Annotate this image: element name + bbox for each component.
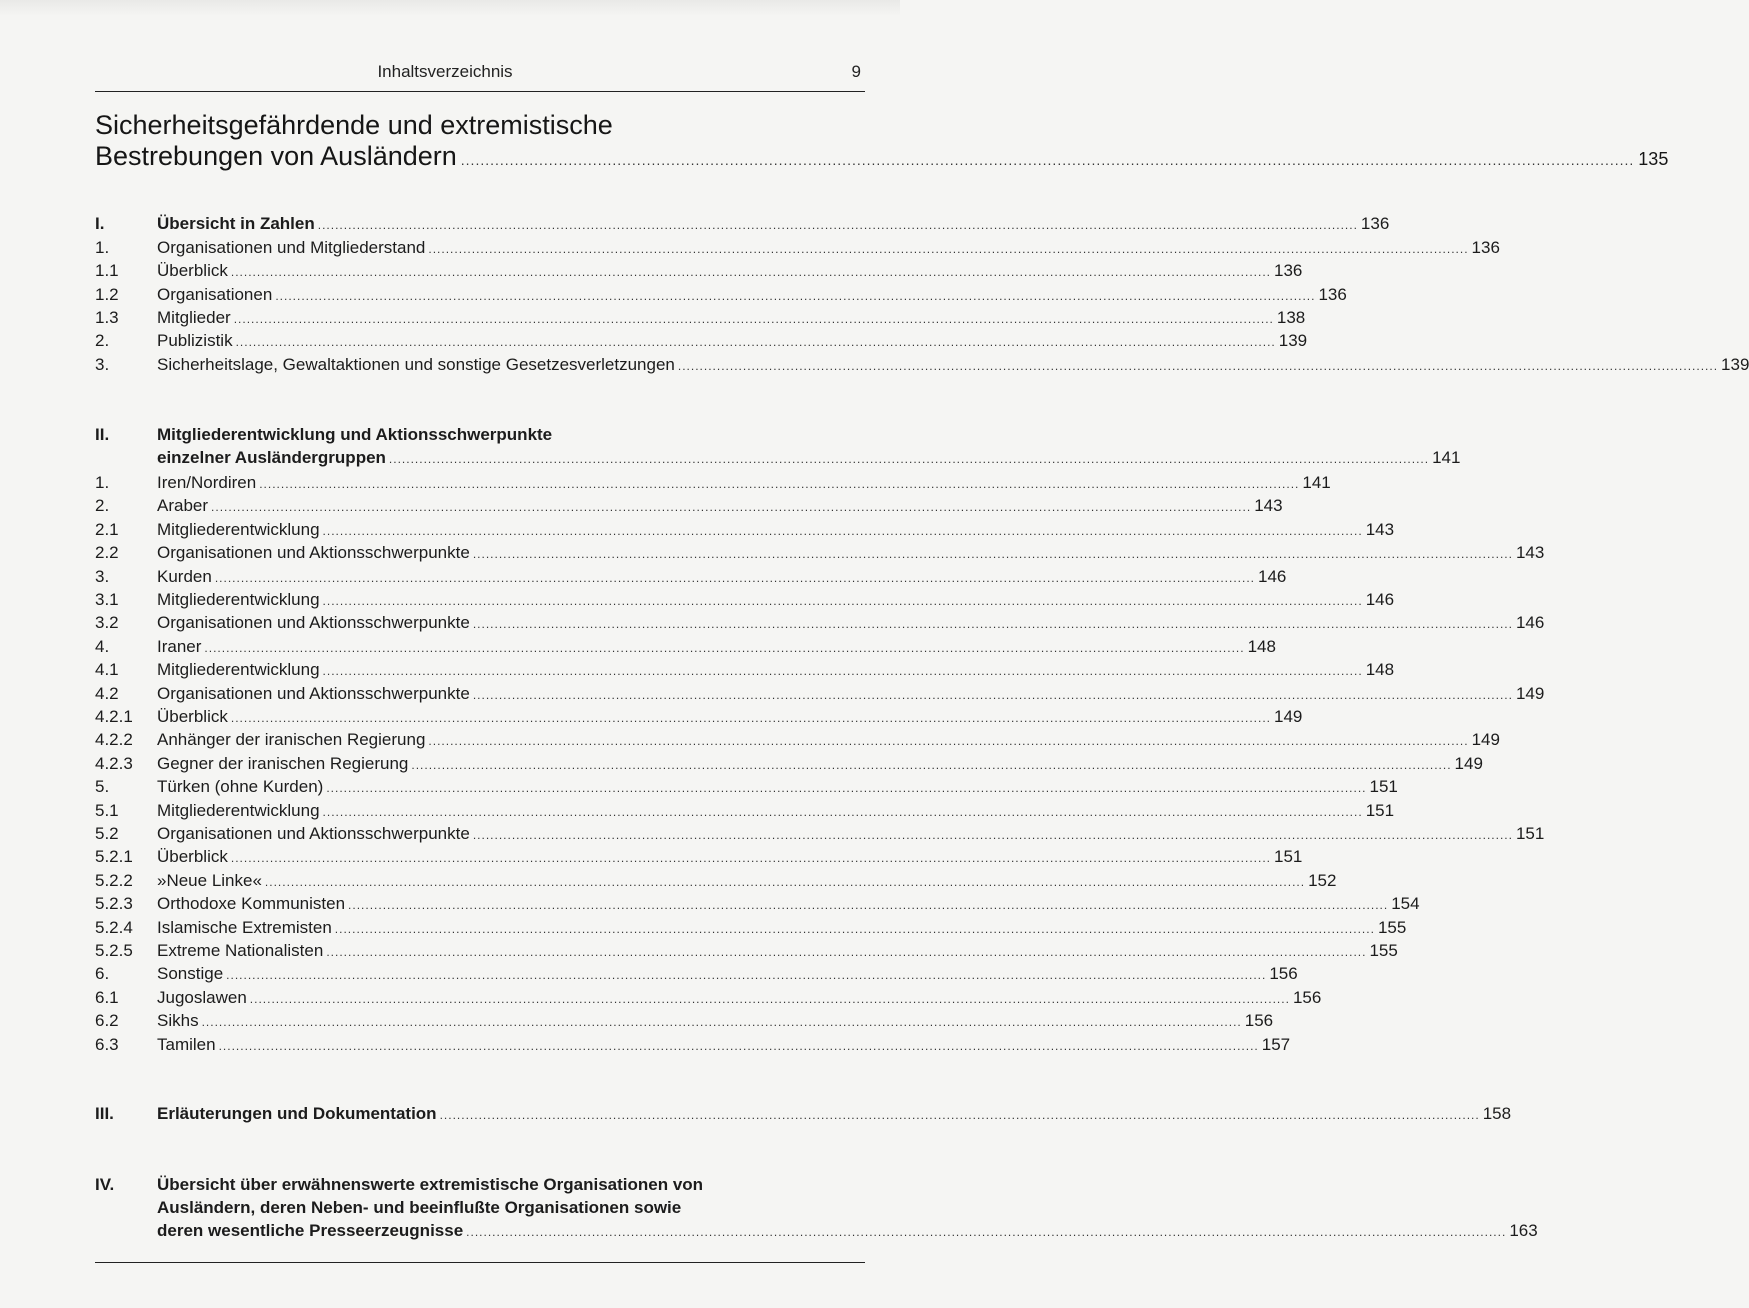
entry-body xyxy=(157,986,1322,1011)
section-body xyxy=(157,423,1461,471)
leader-dots: ................................................................................................................................................................................................................................................ xyxy=(466,1225,1507,1239)
toc-entry xyxy=(95,962,1298,986)
section-body xyxy=(157,1102,1512,1127)
entry-body xyxy=(157,799,1395,824)
entry-number: 5.2.2 xyxy=(95,870,133,890)
entry-number: 3. xyxy=(95,354,110,374)
entry-body xyxy=(157,518,1395,543)
toc-entry xyxy=(95,799,1395,823)
entry-number: 2. xyxy=(95,496,110,516)
leader-dots: ................................................................................................................................................................................................................................................ xyxy=(226,968,1267,983)
entry-number: 1.2 xyxy=(95,284,119,304)
section-title-line: deren wesentliche Presseerzeugnisse xyxy=(157,1221,464,1240)
entry-number: 5.2.3 xyxy=(95,894,133,914)
leader-dots: ................................................................................................................................................................................................................................................ xyxy=(472,547,1513,562)
section-page: 158 xyxy=(1482,1104,1512,1123)
entry-title: Organisationen und Aktionsschwerpunkte xyxy=(157,683,470,703)
entry-number: 1. xyxy=(95,238,110,257)
entry-title: Mitgliederentwicklung xyxy=(157,590,320,609)
leader-dots: ................................................................................................................................................................................................................................................ xyxy=(334,921,1375,936)
entry-number: 1.3 xyxy=(95,307,119,327)
entry-number: 5.2.5 xyxy=(95,941,133,960)
main-title-line-1: Sicherheitsgefährdende und extremistische xyxy=(95,110,613,140)
entry-number: 6.1 xyxy=(95,987,119,1007)
entry-title: Sikhs xyxy=(157,1011,199,1031)
entry-number: 1. xyxy=(95,473,110,492)
entry-number: 4.2.1 xyxy=(95,707,133,726)
entry-page: 146 xyxy=(1257,566,1287,586)
toc-entry xyxy=(95,588,1395,612)
entry-page: 156 xyxy=(1269,964,1298,984)
leader-dots: ................................................................................................................................................................................................................................................ xyxy=(472,687,1513,702)
header-page-number: 9 xyxy=(851,62,861,81)
leader-dots: ................................................................................................................................................................................................................................................ xyxy=(317,218,1358,232)
toc-entry xyxy=(95,775,1398,799)
entry-page: 139 xyxy=(1721,354,1749,374)
leader-dots: ................................................................................................................................................................................................................................................ xyxy=(264,874,1306,889)
entry-title: Jugoslawen xyxy=(157,987,247,1007)
entry-body xyxy=(157,494,1283,519)
toc-entry xyxy=(95,822,1545,846)
entry-page: 151 xyxy=(1369,777,1398,797)
header-rule xyxy=(95,91,865,92)
entry-body xyxy=(157,306,1306,331)
entry-page: 136 xyxy=(1471,238,1500,257)
entry-title: Mitgliederentwicklung xyxy=(157,800,320,820)
entry-title: Organisationen xyxy=(157,284,273,304)
entry-page: 141 xyxy=(1302,473,1331,492)
entry-page: 139 xyxy=(1278,331,1308,351)
entry-number: 4. xyxy=(95,636,110,656)
section-number: I. xyxy=(95,214,105,233)
entry-title: Überblick xyxy=(157,261,228,281)
toc-entry xyxy=(95,306,1306,330)
entry-number: 4.2.3 xyxy=(95,753,133,773)
entry-number: 2.1 xyxy=(95,519,119,539)
section-title-last xyxy=(157,1102,1512,1127)
main-title-line-2: Bestrebungen von Ausländern xyxy=(95,141,457,171)
entry-title: Organisationen und Mitgliederstand xyxy=(157,238,426,257)
entry-body xyxy=(157,1033,1291,1058)
entry-number: 5.1 xyxy=(95,800,119,820)
entry-body xyxy=(157,775,1398,800)
entry-page: 146 xyxy=(1515,613,1545,633)
entry-body xyxy=(157,962,1298,987)
leader-dots: ................................................................................................................................................................................................................................................ xyxy=(348,898,1389,913)
entry-number: 4.2 xyxy=(95,683,119,703)
section-ii xyxy=(95,423,1461,469)
toc-entry xyxy=(95,283,1347,307)
footer-rule xyxy=(95,1262,865,1263)
section-title-line: einzelner Ausländergruppen xyxy=(157,448,386,467)
section-page: 141 xyxy=(1432,448,1461,467)
entry-body xyxy=(157,658,1395,683)
entry-title: Anhänger der iranischen Regierung xyxy=(157,730,426,750)
toc-entry xyxy=(95,728,1500,752)
entry-page: 155 xyxy=(1369,941,1398,960)
entry-number: 3. xyxy=(95,566,110,586)
entry-body xyxy=(157,892,1420,917)
entry-page: 149 xyxy=(1454,753,1483,773)
entry-title: Tamilen xyxy=(157,1034,216,1054)
entry-number: 5.2.4 xyxy=(95,917,133,937)
entry-title: Islamische Extremisten xyxy=(157,917,332,937)
section-body xyxy=(157,1173,1538,1244)
entry-title: Iren/Nordiren xyxy=(157,473,257,492)
entry-title: Organisationen und Aktionsschwerpunkte xyxy=(157,613,470,633)
toc-entry xyxy=(95,916,1407,940)
entry-title: Iraner xyxy=(157,636,202,656)
main-title-page: 135 xyxy=(1638,149,1669,169)
entry-body xyxy=(157,705,1303,730)
toc-entry xyxy=(95,845,1303,869)
toc-entry xyxy=(95,1033,1291,1057)
entry-body xyxy=(157,471,1331,496)
leader-dots: ................................................................................................................................................................................................................................................ xyxy=(235,335,1276,350)
toc-entry xyxy=(95,353,1749,377)
entry-title: Überblick xyxy=(157,847,228,867)
section-page: 163 xyxy=(1509,1221,1538,1240)
entry-page: 151 xyxy=(1515,824,1545,843)
entry-number: 5.2.1 xyxy=(95,847,133,867)
entry-title: Mitglieder xyxy=(157,307,231,327)
leader-dots: ................................................................................................................................................................................................................................................ xyxy=(472,617,1513,632)
leader-dots: ................................................................................................................................................................................................................................................ xyxy=(428,734,1469,749)
entry-page: 151 xyxy=(1274,847,1303,867)
leader-dots: ................................................................................................................................................................................................................................................ xyxy=(460,152,1635,168)
section-iv xyxy=(95,1173,1538,1242)
leader-dots: ................................................................................................................................................................................................................................................ xyxy=(230,711,1272,725)
running-header xyxy=(95,60,865,88)
leader-dots: ................................................................................................................................................................................................................................................ xyxy=(233,311,1274,326)
entry-number: 3.2 xyxy=(95,613,119,633)
entry-body xyxy=(157,329,1308,354)
section-number: IV. xyxy=(95,1175,115,1194)
entry-page: 149 xyxy=(1274,707,1303,726)
entry-body xyxy=(157,752,1483,777)
leader-dots: ................................................................................................................................................................................................................................................ xyxy=(275,288,1316,303)
entry-body xyxy=(157,822,1545,847)
entry-title: Sicherheitslage, Gewaltaktionen und sonstige Gesetzesverletzungen xyxy=(157,354,675,374)
toc-entry xyxy=(95,259,1303,283)
leader-dots: ................................................................................................................................................................................................................................................ xyxy=(204,640,1245,655)
toc-entry xyxy=(95,658,1395,682)
section-title-line: Übersicht über erwähnenswerte extremistische Organisationen von xyxy=(157,1175,704,1194)
toc-entry xyxy=(95,682,1545,706)
header-title: Inhaltsverzeichnis xyxy=(377,62,513,81)
entry-title: Publizistik xyxy=(157,331,233,351)
entry-page: 156 xyxy=(1244,1011,1274,1031)
section-title-last xyxy=(157,446,1461,471)
entry-number: 2. xyxy=(95,331,110,351)
section-number: II. xyxy=(95,425,110,444)
toc-entry xyxy=(95,892,1420,916)
entry-page: 136 xyxy=(1274,261,1303,281)
entry-page: 143 xyxy=(1365,519,1395,539)
entry-body xyxy=(157,939,1398,964)
toc-entry xyxy=(95,329,1308,353)
toc-entry xyxy=(95,1009,1274,1033)
entry-page: 156 xyxy=(1292,987,1322,1007)
entry-number: 5. xyxy=(95,777,110,797)
entry-body xyxy=(157,259,1303,284)
section-i xyxy=(95,212,1390,235)
leader-dots: ................................................................................................................................................................................................................................................ xyxy=(326,945,1367,959)
toc-entry xyxy=(95,236,1500,260)
entry-title: Mitgliederentwicklung xyxy=(157,519,320,539)
leader-dots: ................................................................................................................................................................................................................................................ xyxy=(259,477,1300,491)
entry-title: »Neue Linke« xyxy=(157,870,262,890)
entry-body xyxy=(157,728,1500,753)
leader-dots: ................................................................................................................................................................................................................................................ xyxy=(214,570,1255,585)
entry-title: Türken (ohne Kurden) xyxy=(157,777,324,797)
toc-entry xyxy=(95,939,1398,963)
leader-dots: ................................................................................................................................................................................................................................................ xyxy=(428,242,1469,256)
entry-body xyxy=(157,635,1276,660)
entry-body xyxy=(157,869,1337,894)
leader-dots: ................................................................................................................................................................................................................................................ xyxy=(388,452,1430,466)
entry-number: 6.2 xyxy=(95,1011,119,1031)
section-title-last xyxy=(157,1219,1538,1244)
page-top-shadow xyxy=(0,0,900,16)
toc-entry xyxy=(95,869,1337,893)
section-body xyxy=(157,212,1390,237)
entry-page: 152 xyxy=(1308,870,1337,890)
leader-dots: ................................................................................................................................................................................................................................................ xyxy=(322,804,1363,819)
leader-dots: ................................................................................................................................................................................................................................................ xyxy=(230,851,1272,866)
toc-entry xyxy=(95,705,1303,729)
entry-page: 154 xyxy=(1391,894,1420,914)
entry-body xyxy=(157,845,1303,870)
toc-entry xyxy=(95,611,1545,635)
entry-body xyxy=(157,588,1395,613)
entry-number: 4.2.2 xyxy=(95,730,133,750)
leader-dots: ................................................................................................................................................................................................................................................ xyxy=(230,265,1272,280)
entry-title: Sonstige xyxy=(157,964,224,984)
section-title-line: Übersicht in Zahlen xyxy=(157,214,315,233)
toc-entry xyxy=(95,471,1331,495)
entry-page: 149 xyxy=(1515,683,1545,703)
entry-body xyxy=(157,611,1545,636)
entry-number: 6.3 xyxy=(95,1034,119,1054)
leader-dots: ................................................................................................................................................................................................................................................ xyxy=(677,358,1719,373)
leader-dots: ................................................................................................................................................................................................................................................ xyxy=(411,757,1452,772)
entry-body xyxy=(157,1009,1274,1034)
entry-title: Kurden xyxy=(157,566,212,586)
entry-page: 138 xyxy=(1276,307,1306,327)
section-title-line: Mitgliederentwicklung und Aktionsschwerpunkte xyxy=(157,425,553,444)
toc-entry xyxy=(95,565,1287,589)
entry-number: 5.2 xyxy=(95,824,119,843)
entry-title: Orthodoxe Kommunisten xyxy=(157,894,346,914)
entry-title: Überblick xyxy=(157,707,228,726)
section-title-line: Ausländern, deren Neben- und beeinflußte Organisationen sowie xyxy=(157,1198,682,1217)
entry-page: 143 xyxy=(1254,496,1283,516)
section-number: III. xyxy=(95,1104,114,1123)
entry-page: 155 xyxy=(1377,917,1407,937)
leader-dots: ................................................................................................................................................................................................................................................ xyxy=(326,781,1367,796)
leader-dots: ................................................................................................................................................................................................................................................ xyxy=(249,991,1290,1006)
entry-page: 136 xyxy=(1318,284,1347,304)
toc-entry xyxy=(95,752,1483,776)
entry-number: 3.1 xyxy=(95,590,119,609)
toc-entry xyxy=(95,635,1276,659)
leader-dots: ................................................................................................................................................................................................................................................ xyxy=(211,500,1252,515)
entry-body xyxy=(157,916,1407,941)
leader-dots: ................................................................................................................................................................................................................................................ xyxy=(322,664,1363,679)
entry-body xyxy=(157,236,1500,261)
entry-title: Organisationen und Aktionsschwerpunkte xyxy=(157,824,470,843)
section-title-line: Erläuterungen und Dokumentation xyxy=(157,1104,437,1123)
entry-body xyxy=(157,283,1347,308)
leader-dots: ................................................................................................................................................................................................................................................ xyxy=(218,1038,1259,1053)
leader-dots: ................................................................................................................................................................................................................................................ xyxy=(472,828,1513,842)
entry-number: 2.2 xyxy=(95,543,119,563)
entry-number: 1.1 xyxy=(95,261,119,281)
leader-dots: ................................................................................................................................................................................................................................................ xyxy=(201,1015,1242,1030)
leader-dots: ................................................................................................................................................................................................................................................ xyxy=(322,594,1363,608)
entry-page: 157 xyxy=(1261,1034,1291,1054)
leader-dots: ................................................................................................................................................................................................................................................ xyxy=(439,1108,1480,1122)
entry-body xyxy=(157,541,1545,566)
leader-dots: ................................................................................................................................................................................................................................................ xyxy=(322,523,1363,538)
entry-body xyxy=(157,565,1287,590)
section-iii xyxy=(95,1102,1512,1125)
toc-entry xyxy=(95,494,1283,518)
entry-number: 6. xyxy=(95,964,110,984)
entry-title: Araber xyxy=(157,496,209,516)
entry-number: 4.1 xyxy=(95,660,119,680)
entry-title: Mitgliederentwicklung xyxy=(157,660,320,680)
toc-entry xyxy=(95,518,1395,542)
section-page: 136 xyxy=(1360,214,1390,233)
entry-title: Organisationen und Aktionsschwerpunkte xyxy=(157,543,470,563)
entry-page: 149 xyxy=(1471,730,1500,750)
toc-entry xyxy=(95,986,1322,1010)
entry-page: 148 xyxy=(1247,636,1276,656)
entry-title: Gegner der iranischen Regierung xyxy=(157,753,409,773)
main-title xyxy=(95,110,1669,176)
entry-body xyxy=(157,353,1749,378)
section-title-last xyxy=(157,212,1390,237)
toc-entry xyxy=(95,541,1545,565)
entry-page: 151 xyxy=(1365,800,1395,820)
entry-title: Extreme Nationalisten xyxy=(157,941,324,960)
entry-page: 148 xyxy=(1365,660,1395,680)
entry-body xyxy=(157,682,1545,707)
entry-page: 146 xyxy=(1365,590,1395,609)
entry-page: 143 xyxy=(1515,543,1545,563)
